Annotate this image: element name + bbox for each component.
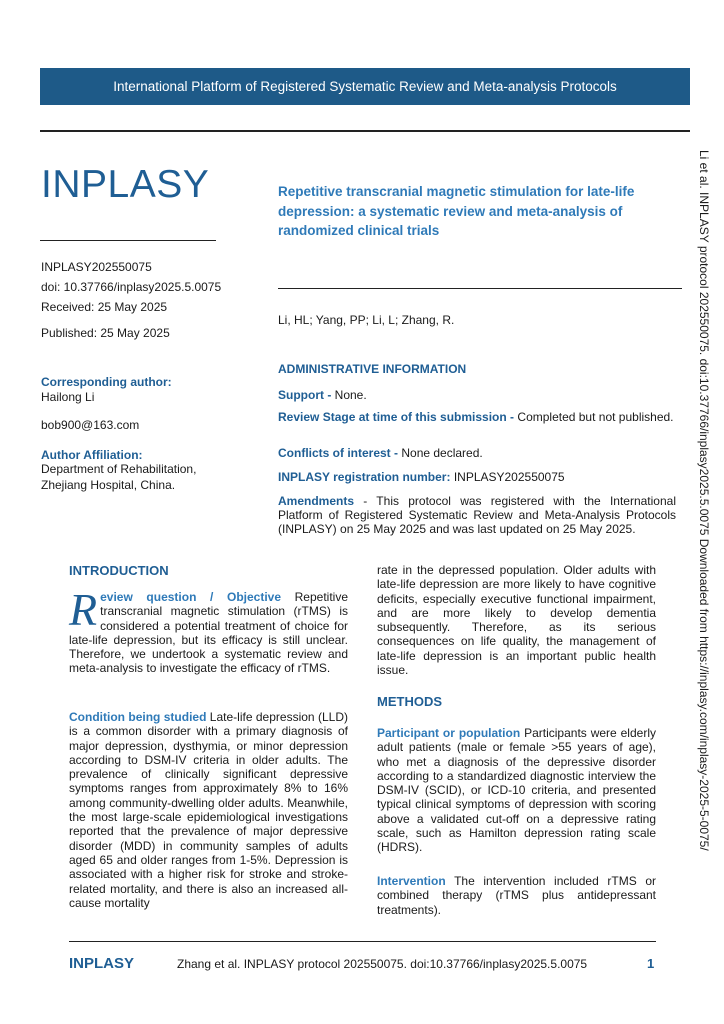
support-item — [278, 388, 676, 402]
published-date: Published: 25 May 2025 — [41, 326, 170, 340]
affiliation-line-2: Zhejiang Hospital, China. — [41, 478, 176, 492]
participants-text: Participants were elderly adult patients (male or female >55 years of age), who met a diagnosis of the depressive disorder according to a standardized diagnostic interview the DSM-IV (SCID), or ICD-10 criteria, and presented typical clinical symptoms of depression with scoring above a validated cut-off on a depressive rating scale, such as Hamilton depression rating scale (HDRS). — [377, 726, 656, 855]
title-divider — [278, 288, 682, 289]
registration-number-text: INPLASY202550075 — [450, 470, 565, 484]
condition-paragraph — [69, 710, 348, 910]
registration-id: INPLASY202550075 — [41, 260, 152, 274]
top-divider — [40, 130, 690, 132]
registration-number-label: INPLASY registration number: — [278, 470, 451, 484]
registration-number-item — [278, 470, 676, 484]
author-list: Li, HL; Yang, PP; Li, L; Zhang, R. — [278, 313, 455, 327]
corresponding-author-label: Corresponding author: — [41, 375, 172, 389]
review-question-text: Repetitive transcranial magnetic stimulation (rTMS) is considered a potential treatment of choice for late-life depression, but its efficacy is still unclear. Therefore, we undertook a systematic review and meta-analysis to investigate the efficacy of rTMS. — [69, 590, 348, 676]
participants-label: Participant or population — [377, 726, 521, 740]
introduction-continued-paragraph: rate in the depressed population. Older adults with late-life depression are more likely to have cognitive deficits, especially executive functional impairment, and are more likely to develop dementia subsequently. Therefore, as its serious consequences on life quality, the management of late-life depression is an important public health issue. — [377, 563, 656, 678]
corresponding-author-email[interactable]: bob900@163.com — [41, 418, 140, 432]
review-question-label: eview question / Objective — [100, 590, 282, 604]
received-date: Received: 25 May 2025 — [41, 300, 168, 314]
footer-citation: Zhang et al. INPLASY protocol 202550075. doi:10.37766/inplasy2025.5.0075 — [177, 957, 588, 971]
page-number: 1 — [647, 956, 655, 971]
conflicts-text: None declared. — [398, 446, 483, 460]
corresponding-author-name: Hailong Li — [41, 390, 95, 404]
amendments-text: - This protocol was registered with the International Platform of Registered Systematic Review and Meta-Analysis Protocols (INPLASY) on 25 May 2025 and was last updated on 25 May 2025. — [278, 494, 676, 536]
side-download-notice: Li et al. INPLASY protocol 202550075. doi:10.37766/inplasy2025.5.0075 Downloaded from https://inplasy.com/inplasy-2025-5-0075/ — [697, 150, 711, 851]
condition-label: Condition being studied — [69, 710, 207, 724]
admin-info-heading: ADMINISTRATIVE INFORMATION — [278, 362, 467, 376]
review-stage-item — [278, 410, 676, 424]
brand-logo-text: INPLASY — [41, 163, 210, 206]
footer-divider — [69, 941, 656, 942]
drop-cap-letter: R — [69, 584, 98, 635]
footer-brand: INPLASY — [69, 955, 135, 972]
amendments-item — [278, 494, 676, 536]
review-question-paragraph — [69, 584, 348, 676]
affiliation-label: Author Affiliation: — [41, 448, 143, 462]
affiliation-line-1: Department of Rehabilitation, — [41, 462, 197, 476]
amendments-label: Amendments — [278, 494, 355, 508]
conflicts-item — [278, 446, 676, 460]
methods-heading: METHODS — [377, 694, 442, 709]
support-text: None. — [331, 388, 367, 402]
introduction-heading: INTRODUCTION — [69, 563, 169, 578]
participants-paragraph — [377, 726, 656, 855]
review-stage-text: Completed but not published. — [514, 410, 674, 424]
brand-underline — [40, 240, 216, 241]
journal-banner: International Platform of Registered Systematic Review and Meta-analysis Protocols — [40, 68, 690, 105]
intervention-label: Intervention — [377, 874, 446, 888]
condition-text: Late-life depression (LLD) is a common disorder with a primary diagnosis of major depression, dysthymia, or minor depression according to DSM-IV criteria in older adults. The prevalence of clinically significant depressive symptoms ranges from approximately 8% to 16% among community-dwelling older adults. Meanwhile, the most large-scale epidemiological investigations reported that the prevalence of major depressive disorder (MDD) in community samples of adults aged 65 and older ranges from 1-5%. Depression is associated with a higher risk for stroke and stroke-related mortality, and there is also an increased all-cause mortality — [69, 710, 348, 910]
intervention-text: The intervention included rTMS or combined therapy (rTMS plus antidepressant treatments). — [377, 874, 656, 917]
paper-title: Repetitive transcranial magnetic stimulation for late-life depression: a systematic review and meta-analysis of randomized clinical trials — [278, 184, 635, 238]
intervention-paragraph — [377, 874, 656, 917]
support-label: Support - — [278, 388, 332, 402]
doi-link[interactable]: doi: 10.37766/inplasy2025.5.0075 — [41, 280, 222, 294]
conflicts-label: Conflicts of interest - — [278, 446, 399, 460]
review-stage-label: Review Stage at time of this submission - — [278, 410, 515, 424]
